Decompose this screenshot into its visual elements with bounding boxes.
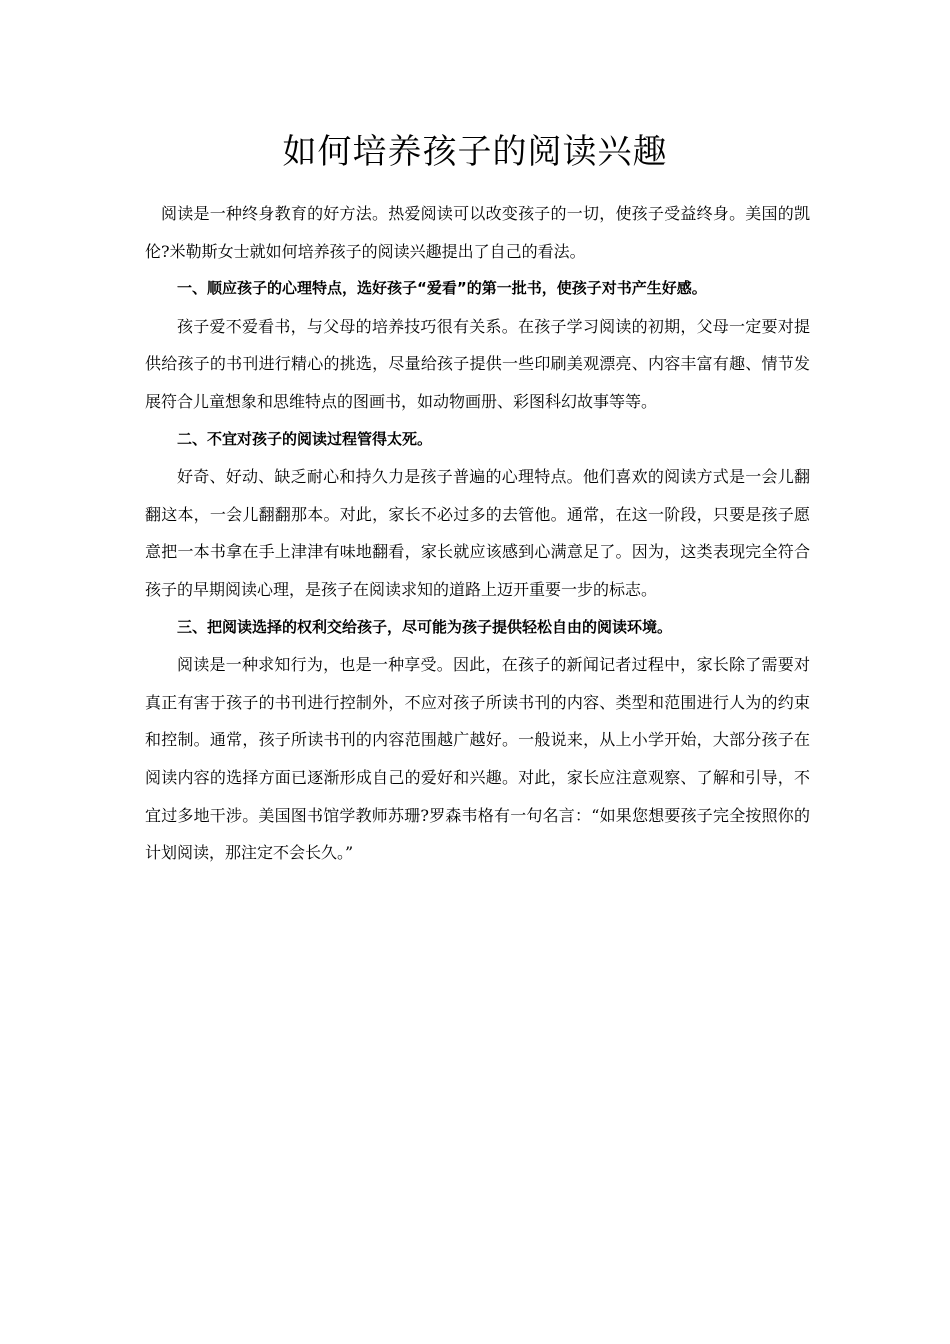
section-1-paragraph: 孩子爱不爱看书，与父母的培养技巧很有关系。在孩子学习阅读的初期，父母一定要对提供给孩子的书刊进行精心的挑选，尽量给孩子提供一些印刷美观漂亮、内容丰富有趣、情节发展符合儿童想象和思维特点的图画书，如动物画册、彩图科幻故事等等。: [145, 316, 810, 411]
document-title: 如何培养孩子的阅读兴趣: [282, 132, 668, 172]
section-2-paragraph: 好奇、好动、缺乏耐心和持久力是孩子普遍的心理特点。他们喜欢的阅读方式是一会儿翻翻这本，一会儿翻翻那本。对此，家长不必过多的去管他。通常，在这一阶段，只要是孩子愿意把一本书拿在手上津津有味地翻看，家长就应该感到心满意足了。因为，这类表现完全符合孩子的早期阅读心理，是孩子在阅读求知的道路上迈开重要一步的标志。: [145, 467, 810, 599]
section-3-paragraph: 阅读是一种求知行为，也是一种享受。因此，在孩子的新闻记者过程中，家长除了需要对真正有害于孩子的书刊进行控制外，不应对孩子所读书刊的内容、类型和范围进行人为的约束和控制。通常，孩子所读书刊的内容范围越广越好。一般说来，从上小学开始，大部分孩子在阅读内容的选择方面已逐渐形成自己的爱好和兴趣。对此，家长应注意观察、了解和引导，不宜过多地干涉。美国图书馆学教师苏珊?罗森韦格有一句名言：“如果您想要孩子完全按照你的计划阅读，那注定不会长久。”: [145, 655, 810, 863]
section-1-heading: 一、顺应孩子的心理特点，选好孩子“爱看”的第一批书，使孩子对书产生好感。: [177, 279, 707, 298]
section-2-heading: 二、不宜对孩子的阅读过程管得太死。: [177, 429, 433, 448]
section-3-heading: 三、把阅读选择的权利交给孩子，尽可能为孩子提供轻松自由的阅读环境。: [177, 617, 673, 636]
intro-paragraph: 阅读是一种终身教育的好方法。热爱阅读可以改变孩子的一切，使孩子受益终身。美国的凯伦?米勒斯女士就如何培养孩子的阅读兴趣提出了自己的看法。: [145, 204, 810, 261]
document-body: [145, 195, 810, 872]
